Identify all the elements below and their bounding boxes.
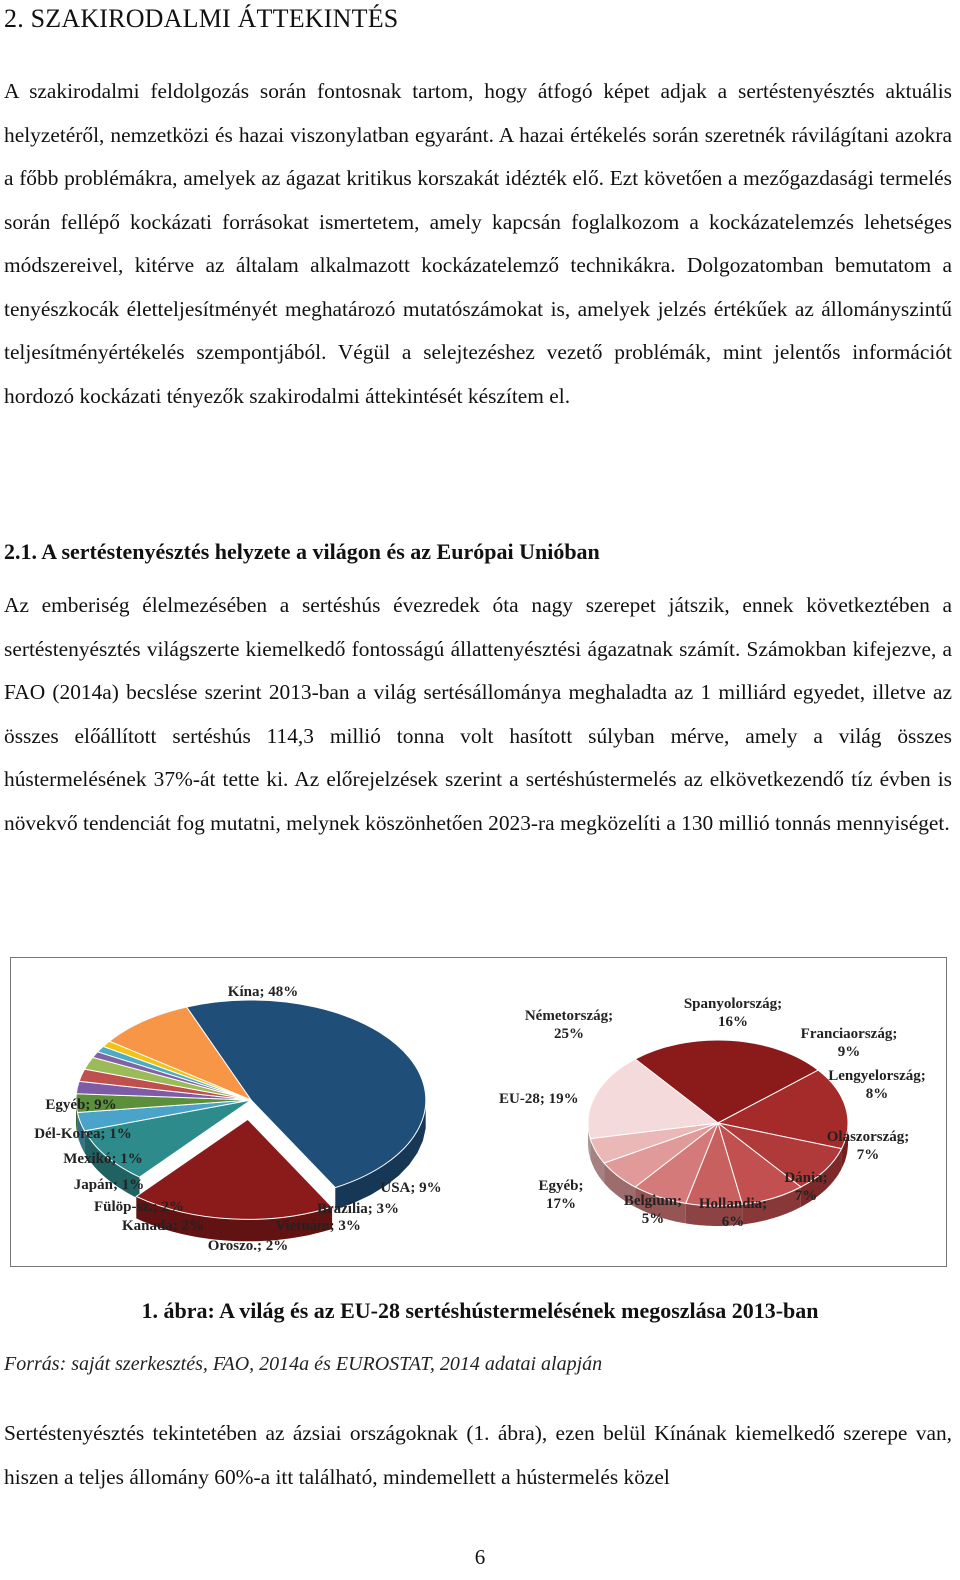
world-paragraph: Az emberiség élelmezésében a sertéshús évezredek óta nagy szerepet játszik, ennek következtében a sertéstenyésztés világszerte kiemelkedő fontosságú állattenyésztési ágazatnak számít. Számokban kifejezve, a FAO (2014a) becslése szerint 2013-ban a világ sertésállománya meghaladta az 1 milliárd egyedet, illetve az összes előállított sertéshús 114,3 millió tonna volt hasított súlyban mérve, amely a világ összes hústermelésének 37%-át tette ki. Az előrejelzések szerint a sertéshústermelés az elkövetkezendő tíz évben is növekvő tendenciát fog mutatni, melynek köszönhetően 2023-ra megközelíti a 130 millió tonnás mennyiséget.: [4, 593, 952, 835]
world-label: Egyéb; 9%: [45, 1097, 117, 1113]
world-label: USA; 9%: [380, 1180, 442, 1196]
world-label: Mexikó; 1%: [63, 1151, 143, 1167]
eu28-label: Belgium; 5%: [623, 1193, 683, 1227]
eu28-label: Lengyelország; 8%: [828, 1068, 926, 1102]
world-label: Fülöp-sz.; 2%: [94, 1199, 184, 1215]
world-label: Vietnám; 3%: [275, 1218, 361, 1234]
world-label: Kína; 48%: [227, 984, 299, 1000]
figure-caption: 1. ábra: A világ és az EU-28 sertéshústermelésének megoszlása 2013-ban: [141, 1298, 819, 1323]
world-label: Kanada; 2%: [121, 1218, 205, 1234]
subsection-title: 2.1. A sertéstenyésztés helyzete a világon és az Európai Unióban: [4, 539, 600, 564]
world-label: Brazília; 3%: [316, 1201, 400, 1217]
eu28-label: Németország; 25%: [524, 1008, 614, 1042]
eu28-label: Spanyolország; 16%: [683, 996, 783, 1030]
section-title: 2. SZAKIRODALMI ÁTTEKINTÉS: [4, 4, 399, 33]
world-pie: [34, 984, 578, 1254]
eu28-label: Dánia; 7%: [784, 1170, 828, 1204]
closing-paragraph: Sertéstenyésztés tekintetében az ázsiai országoknak (1. ábra), ezen belül Kínának kiemelkedő szerepe van, hiszen a teljes állomány 60%-a itt található, mindemellett a hústermelés közel: [4, 1421, 952, 1489]
world-label: Oroszo.; 2%: [207, 1238, 289, 1254]
eu28-label: Olaszország; 7%: [826, 1129, 910, 1163]
page-number: 6: [474, 1545, 486, 1569]
figure-source: Forrás: saját szerkesztés, FAO, 2014a és EUROSTAT, 2014 adatai alapján: [4, 1353, 603, 1375]
world-label: Dél-Korea; 1%: [34, 1126, 132, 1142]
eu28-label: Hollandia; 6%: [698, 1196, 768, 1230]
world-label: EU-28; 19%: [499, 1091, 579, 1107]
intro-paragraph: A szakirodalmi feldolgozás során fontosnak tartom, hogy átfogó képet adjak a sertéstenyésztés aktuális helyzetéről, nemzetközi és hazai viszonylatban egyaránt. A hazai értékelés során szeretnék rávilágítani azokra a főbb problémákra, amelyek az ágazat kritikus korszakát idézték elő. Ezt követően a mezőgazdasági termelés során fellépő kockázati forrásokat ismertetem, amely kapcsán foglalkozom a kockázatelemzés lehetséges módszereivel, kitérve az általam alkalmazott kockázatelemző technikákra. Dolgozatomban bemutatom a tenyészkocák életteljesítményét meghatározó mutatószámokat is, amelyek jelzés értékűek az állományszintű teljesítményértékelés szempontjából. Végül a selejtezéshez vezető problémák, mint jelentős információt hordozó kockázati tényezők szakirodalmi áttekintését készítem el.: [4, 79, 952, 408]
pie-chart-svg: [11, 958, 946, 1266]
eu28-pie: [525, 996, 926, 1230]
pie-chart-figure: [10, 957, 947, 1267]
world-label: Japán; 1%: [73, 1177, 145, 1193]
eu28-label: Franciaország; 9%: [800, 1026, 898, 1060]
eu28-label: Egyéb; 17%: [538, 1178, 584, 1212]
